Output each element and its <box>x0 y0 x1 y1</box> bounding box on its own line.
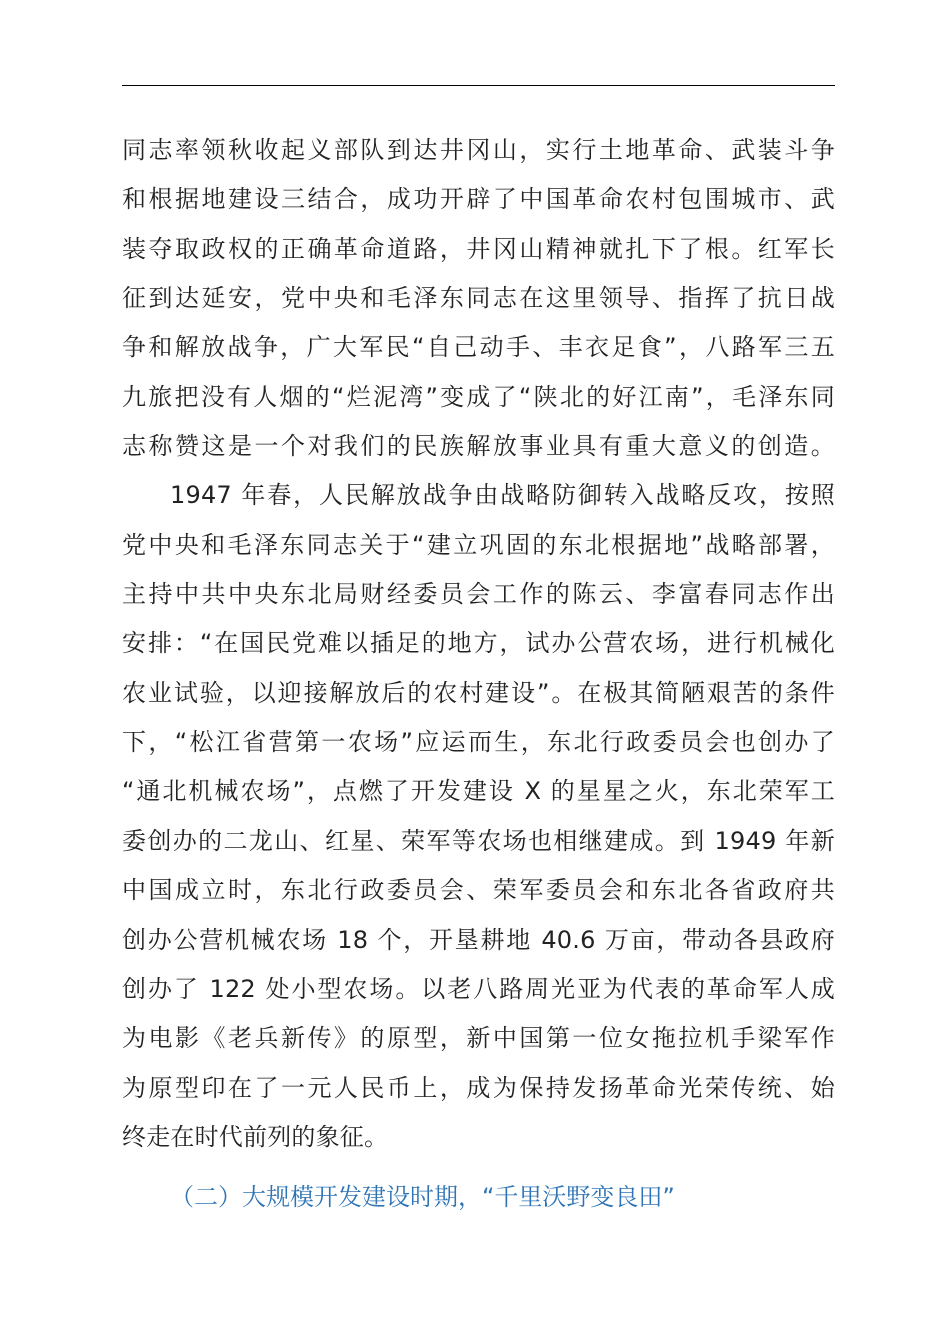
body-text <box>122 126 835 1162</box>
text-line: 主持中共中央东北局财经委员会工作的陈云、李富春同志作出 <box>122 580 835 609</box>
text-line: 为电影《老兵新传》的原型，新中国第一位女拖拉机手梁军作 <box>122 1024 835 1053</box>
text-line: 党中央和毛泽东同志关于“建立巩固的东北根据地”战略部署， <box>122 530 835 559</box>
text-line: 终走在时代前列的象征。 <box>122 1122 389 1151</box>
header-rule <box>122 85 835 86</box>
text-line: 装夺取政权的正确革命道路，井冈山精神就扎下了根。红军长 <box>122 234 835 263</box>
section-heading: （二）大规模开发建设时期，“千里沃野变良田” <box>170 1183 675 1211</box>
paragraph-1 <box>122 126 835 471</box>
text-line: 创办了 122 处小型农场。以老八路周光亚为代表的革命军人成 <box>122 974 835 1003</box>
text-line: 中国成立时，东北行政委员会、荣军委员会和东北各省政府共 <box>122 876 835 905</box>
text-line: 和根据地建设三结合，成功开辟了中国革命农村包围城市、武 <box>122 185 835 214</box>
text-line: 为原型印在了一元人民币上，成为保持发扬革命光荣传统、始 <box>122 1073 835 1102</box>
text-line: 志称赞这是一个对我们的民族解放事业具有重大意义的创造。 <box>122 432 835 461</box>
text-line: “通北机械农场”，点燃了开发建设 X 的星星之火，东北荣军工 <box>122 777 835 806</box>
text-line: 创办公营机械农场 18 个，开垦耕地 40.6 万亩，带动各县政府 <box>122 925 835 954</box>
text-line: 争和解放战争，广大军民“自己动手、丰衣足食”，八路军三五 <box>122 333 835 362</box>
text-line: 1947 年春，人民解放战争由战略防御转入战略反攻，按照 <box>170 481 835 510</box>
text-line: 同志率领秋收起义部队到达井冈山，实行土地革命、武装斗争 <box>122 136 835 164</box>
text-line: 安排：“在国民党难以插足的地方，试办公营农场，进行机械化 <box>122 629 835 658</box>
text-line: 农业试验，以迎接解放后的农村建设”。在极其简陋艰苦的条件 <box>122 678 835 707</box>
text-line: 委创办的二龙山、红星、荣军等农场也相继建成。到 1949 年新 <box>122 826 835 855</box>
text-line: 下，“松江省营第一农场”应运而生，东北行政委员会也创办了 <box>122 728 835 757</box>
paragraph-2 <box>122 471 835 1162</box>
text-line: 九旅把没有人烟的“烂泥湾”变成了“陕北的好江南”，毛泽东同 <box>122 382 835 411</box>
text-line: 征到达延安，党中央和毛泽东同志在这里领导、指挥了抗日战 <box>122 284 835 313</box>
